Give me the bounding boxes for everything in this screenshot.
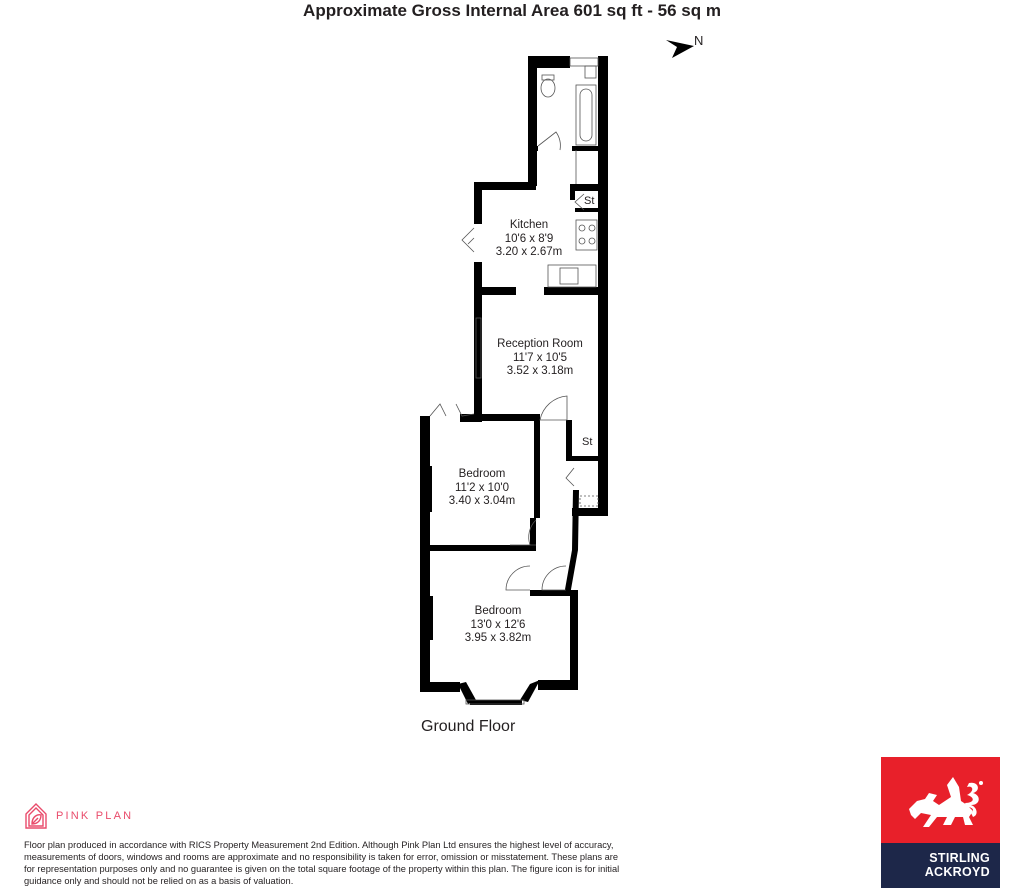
griffin-icon: [881, 757, 1000, 843]
room-name: Bedroom: [458, 468, 506, 480]
disclaimer-text: Floor plan produced in accordance with RICS Property Measurement 2nd Edition. Although Pink Plan Ltd ensures the highest level of accuracy, measurements of doors, windows and rooms are approximate and no responsibility is taken for error, omission or misstatement. These plans are for representation purposes only and no guarantee is given on the total square footage of the property within this plan. The figure icon is for initial guidance only and should not be relied on as a basis of valuation.: [24, 840, 620, 886]
room-dimensions-metric: 3.52 x 3.18m: [506, 365, 574, 377]
room-bedroom-1: [432, 468, 532, 509]
room-name: Kitchen: [509, 219, 549, 231]
house-leaf-icon: [24, 802, 48, 830]
room-dimensions-imperial: 11'7 x 10'5: [512, 351, 568, 364]
logo-navy-panel: [881, 843, 1000, 888]
page-title: Approximate Gross Internal Area 601 sq ft - 56 sq m: [303, 1, 721, 20]
logo-line-1: STIRLING: [929, 851, 990, 865]
room-dimensions-imperial: 13'0 x 12'6: [470, 618, 526, 631]
room-reception: [482, 338, 598, 379]
stirling-ackroyd-logo: [881, 757, 1000, 888]
room-name: Bedroom: [474, 605, 522, 617]
room-dimensions-metric: 3.20 x 2.67m: [495, 246, 563, 258]
room-bedroom-2: [448, 605, 548, 646]
room-kitchen: [480, 219, 578, 260]
pink-plan-wordmark: PINK PLAN: [56, 810, 134, 822]
floor-name: Ground Floor: [421, 718, 516, 735]
north-label: N: [694, 33, 704, 48]
pink-plan-logo: [24, 802, 133, 830]
logo-line-2: ACKROYD: [924, 865, 990, 879]
storage-label-hall: St: [582, 436, 593, 448]
wall: [528, 56, 537, 186]
room-dimensions-metric: 3.95 x 3.82m: [464, 632, 532, 644]
logo-red-panel: [881, 757, 1000, 843]
room-dimensions-metric: 3.40 x 3.04m: [448, 495, 516, 507]
room-dimensions-imperial: 10'6 x 8'9: [504, 232, 554, 245]
room-name: Reception Room: [497, 338, 583, 350]
storage-label-kitchen: St: [584, 195, 595, 207]
room-dimensions-imperial: 11'2 x 10'0: [454, 481, 510, 494]
